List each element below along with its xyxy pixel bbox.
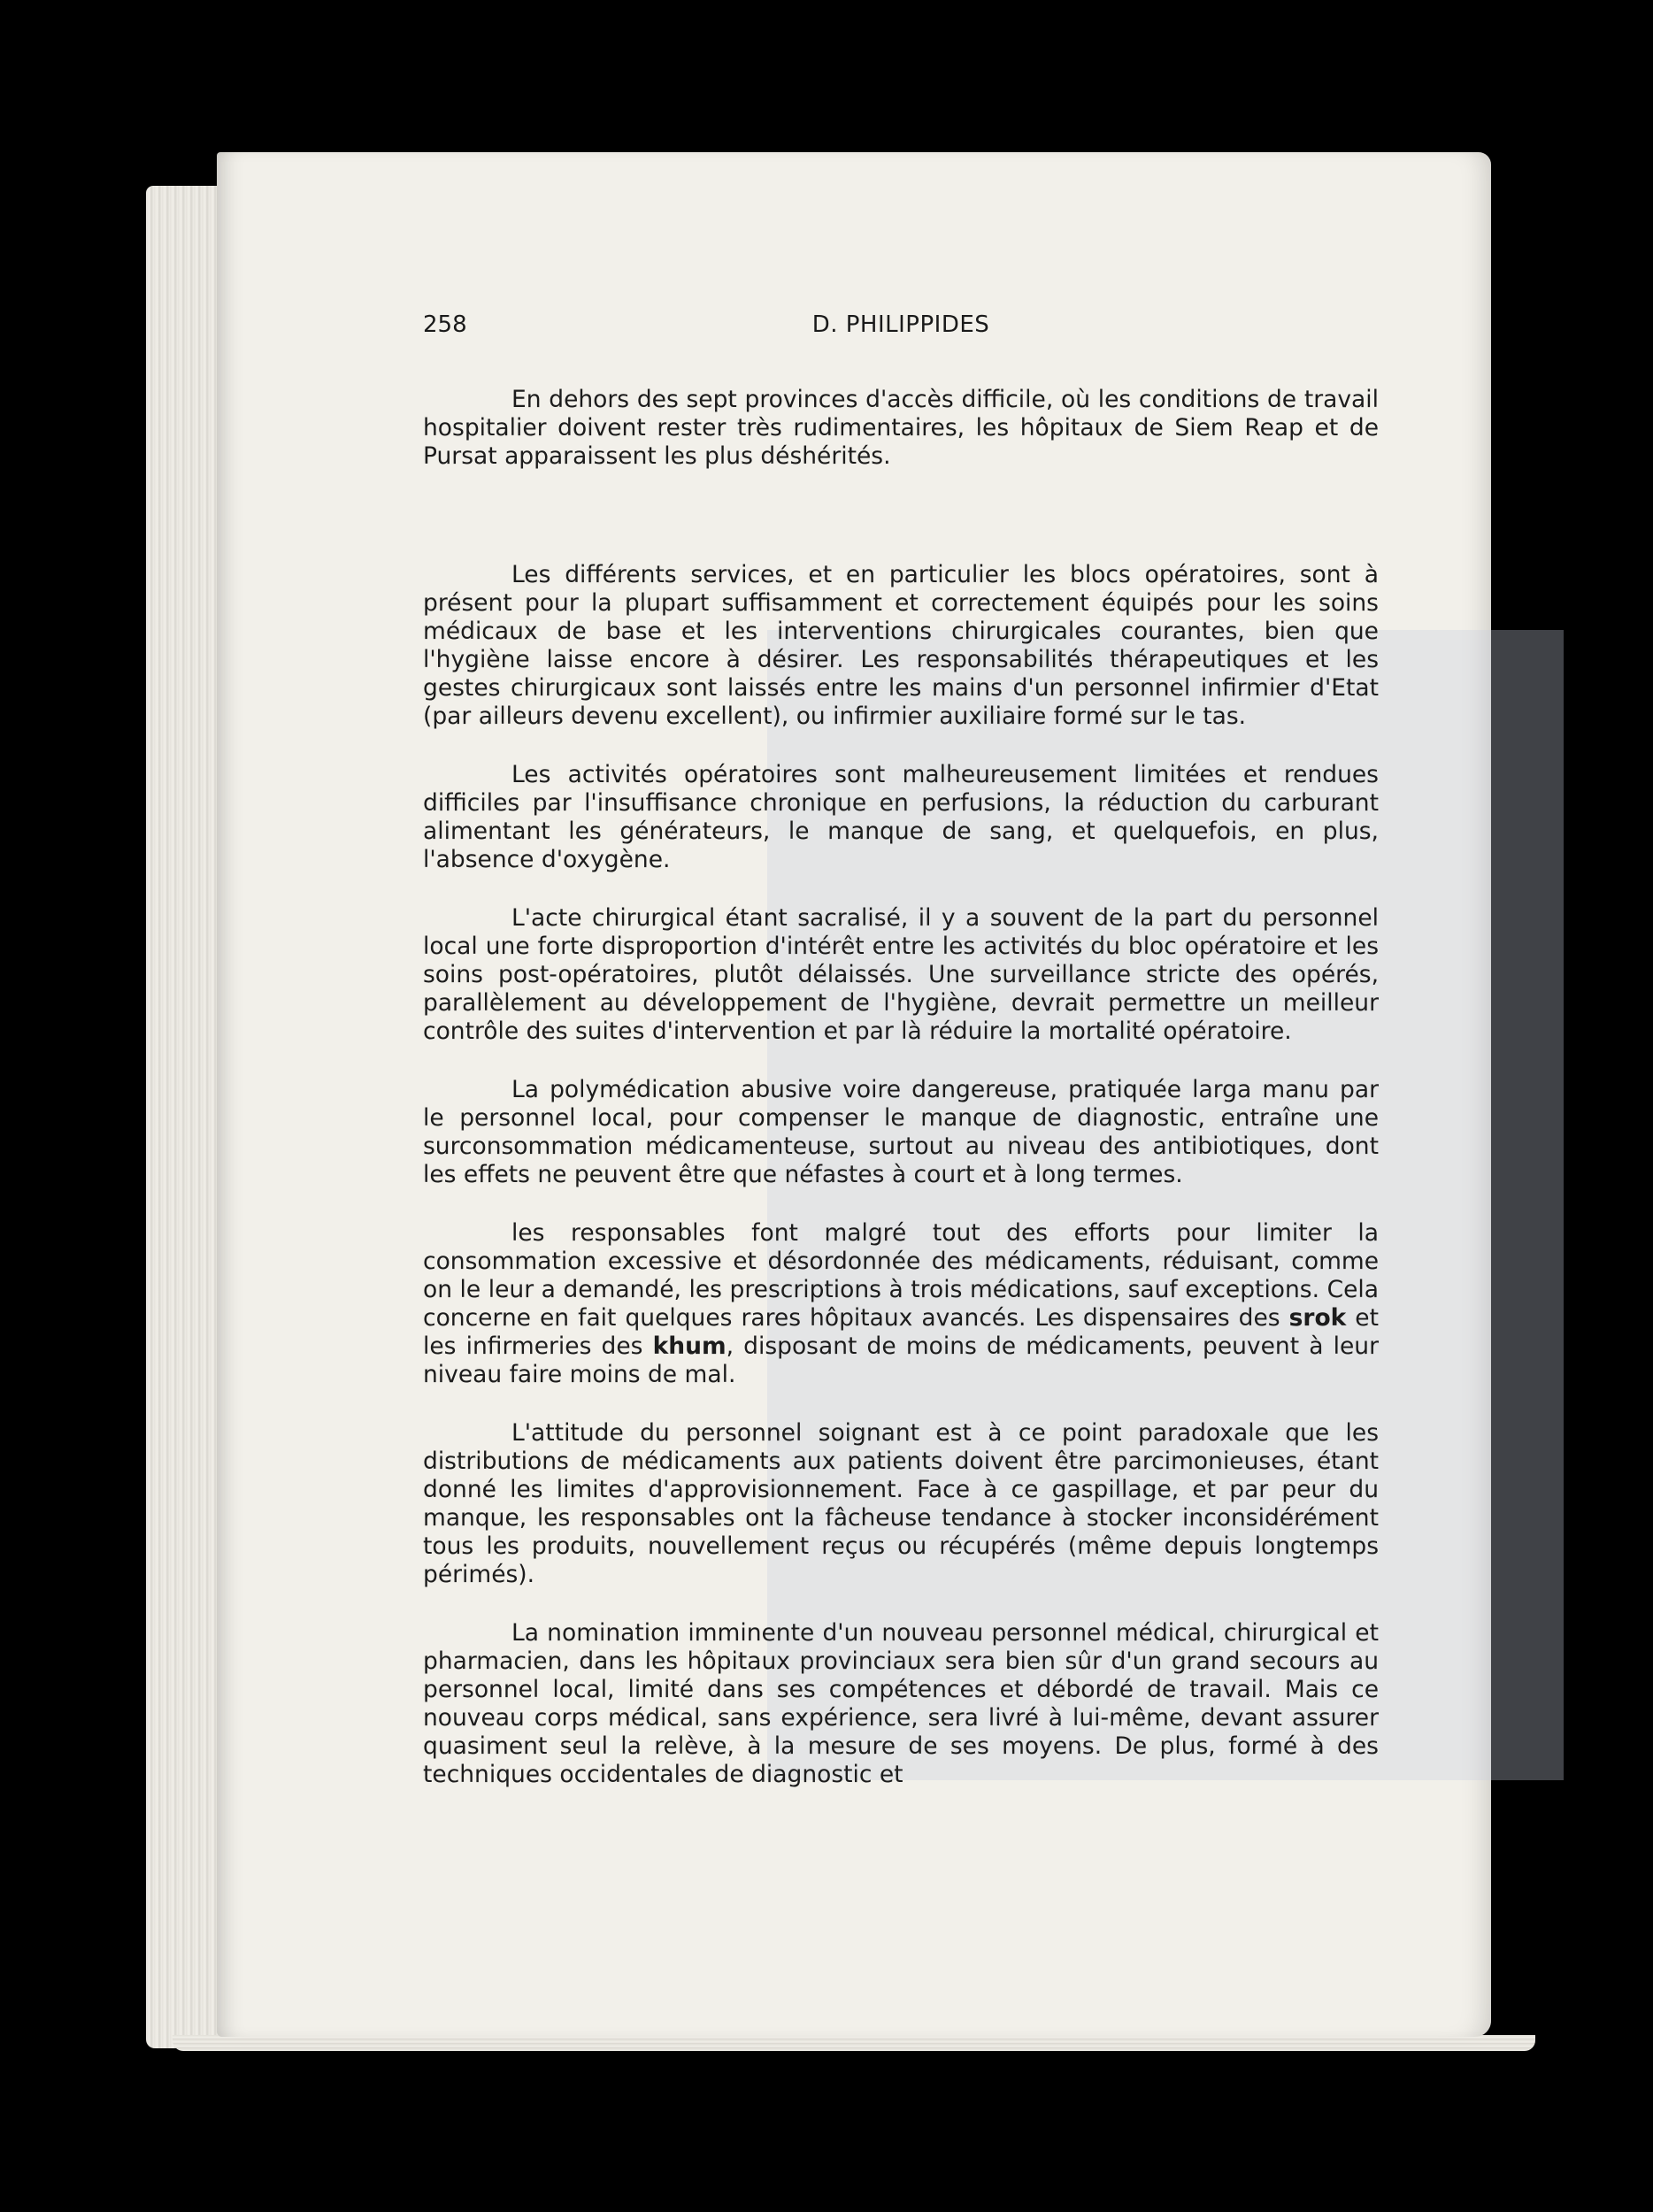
paragraph-8: La nomination imminente d'un nouveau personnel médical, chirurgical et pharmacien, dans les hôpitaux provinciaux sera bien sûr d'un grand secours au personnel local, limité dans ses compétences et débordé de travail. Mais ce nouveau corps médical, sans expérience, sera livré à lui-même, devant assurer quasiment seul la relève, à la mesure de ses moyens. De plus, formé à des techniques occidentales de diagnostic et	[423, 1619, 1379, 1788]
page-number: 258	[423, 311, 467, 338]
term-srok: srok	[1288, 1304, 1347, 1332]
paragraph-2: Les différents services, et en particulier les blocs opératoires, sont à présent pour la plupart suffisamment et correctement équipés pour les soins médicaux de base et les interventions chirurgicales courantes, bien que l'hygiène laisse encore à désirer. Les responsabilités thérapeutiques et les gestes chirurgicaux sont laissés entre les mains d'un personnel infirmier d'Etat (par ailleurs devenu excellent), ou infirmier auxiliaire formé sur le tas.	[423, 561, 1379, 730]
book-bottom-edges	[173, 2035, 1535, 2051]
paragraph-6-part-3: , disposant de moins de médicaments, peuvent à leur niveau faire moins de mal.	[423, 1333, 1379, 1388]
author-name: D. PHILIPPIDES	[811, 311, 990, 338]
paragraph-7: L'attitude du personnel soignant est à ce point paradoxale que les distributions de médicaments aux patients doivent être parcimonieuses, étant donné les limites d'approvisionnement. Face à ce gaspillage, et par peur du manque, les responsables ont la fâcheuse tendance à stocker inconsidérément tous les produits, nouvellement reçus ou récupérés (même depuis longtemps périmés).	[423, 1419, 1379, 1588]
paragraph-3: Les activités opératoires sont malheureusement limitées et rendues difficiles par l'insuffisance chronique en perfusions, la réduction du carburant alimentant les générateurs, le manque de sang, et quelquefois, en plus, l'absence d'oxygène.	[423, 761, 1379, 873]
running-header	[423, 311, 1379, 347]
paragraph-4: L'acte chirurgical étant sacralisé, il y a souvent de la part du personnel local une forte disproportion d'intérêt entre les activités du bloc opératoire et les soins post-opératoires, plutôt délaissés. Une surveillance stricte des opérés, parallèlement au développement de l'hygiène, devrait permettre un meilleur contrôle des suites d'intervention et par là réduire la mortalité opératoire.	[423, 904, 1379, 1045]
paragraph-5: La polymédication abusive voire dangereuse, pratiquée larga manu par le personnel local, pour compenser le manque de diagnostic, entraîne une surconsommation médicamenteuse, surtout au niveau des antibiotiques, dont les effets ne peuvent être que néfastes à court et à long termes.	[423, 1076, 1379, 1188]
term-khum: khum	[652, 1333, 727, 1360]
body-text	[423, 386, 1379, 1819]
paragraph-6-part-2: et les infirmeries des	[423, 1304, 1379, 1360]
paragraph-1: En dehors des sept provinces d'accès difficile, où les conditions de travail hospitalier doivent rester très rudimentaires, les hôpitaux de Siem Reap et de Pursat apparaissent les plus déshérités.	[423, 386, 1379, 470]
paragraph-6-part-1: les responsables font malgré tout des efforts pour limiter la consommation excessive et désordonnée des médicaments, réduisant, comme on le leur a demandé, les prescriptions à trois médications, sauf exceptions. Cela concerne en fait quelques rares hôpitaux avancés. Les dispensaires des	[423, 1219, 1379, 1332]
paragraph-6	[423, 1219, 1379, 1389]
